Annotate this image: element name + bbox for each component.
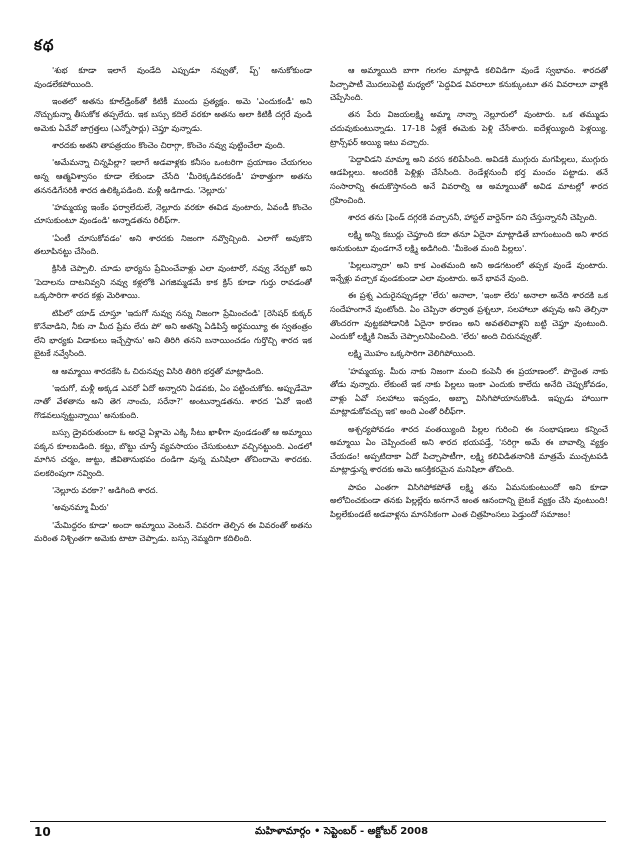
paragraph: 'హమ్మయ్య. మీరు నాకు నిజంగా మంచి కంపెనీ ఈ ప్రయాణంలో. పొద్దెంత నాకు తోడు వున్నారు. లేకుంటే ఇక నాకు పిల్లలు ఇంకా ఎందుకు కాలేదు అనేది చెప్పుకోవడం, వాళ్లు ఏవో సలహాలు ఇవ్వడం, అబ్బా విసిగిపోయానుకొండి. ఇప్పుడు హాయిగా మాట్లాడుకోవచ్చు ఇక' అంది ఎంతో రిలీఫ్‌గా. [330, 365, 608, 417]
footer-divider [30, 821, 606, 822]
paragraph: 'శుభ కూడా ఇలాగే వుండేది ఎప్పుడూ నవ్వుతో, ప్చ్' అనుకోకుండా వుండలేకపోయింది. [34, 65, 312, 89]
paragraph: 'పెద్దావిడని మామ్మా అని వరస కలిపేసింది. అవిడకి ముగ్గురు మగపిల్లలు, ముగ్గురు ఆడపిల్లలు. అందరికీ పెళ్లిళ్లు చేసేసింది. రెండేళ్లనుంచీ భర్త మంచం పట్టాడు. తనే సంసారాన్ని ఈదుకొస్తానంది అనే వివరాల్ని ఆ అమ్మాయితో అవిడ మాటల్లో శారద గ్రహించింది. [330, 153, 608, 205]
paragraph: 'హమ్మయ్య ఇంకేం ఫర్వాలేదులే, నెల్లూరు వరకూ ఈవిడ వుంటారు, ఏవండీ కొంచెం చూసుకుంటూ వుండండి' అన్నాడతను రిలీఫ్‌గా. [34, 201, 312, 226]
paragraph: లక్ష్మి మొహం ఒక్కసారిగా వెలిగిపోయింది. [348, 348, 476, 359]
paragraph: అశ్చర్యపోవడం శారద వంతయ్యింది పిల్లల గురించి ఈ సంభాషణలు కన్నించే అమ్మాయి ఏం చెప్పిందంటే అని శారద భయపడ్తే, 'సరిగ్గా అమే ఈ బావాల్ని వ్యక్తం చేయడం! అప్పటిదాకా ఏదో పిచ్చాపాటీగా, లక్ష్మి కలివిడితనానికి మాత్రమే ముచ్చటపడి మాట్లాడ్తున్న శారదకు అమె ఆసక్తికరమైన మనిషిలా తోచింది. [330, 423, 608, 475]
paragraph: 'పిల్లలున్నారా' అని కాక ఎంతమంది అని అడగటంలో తప్పక వుండే వుంటారు. ఇన్నేళ్లు వచ్చాక వుండకుండా ఎలా వుంటారు. అనే భావనే వుంది. [330, 259, 608, 284]
paragraph: శారదకు అతని తాపత్రయం కొంచెం చిరాగ్గా, కొంచెం నవ్వు పుట్టించేలా వుంది. [52, 140, 286, 151]
paragraph: 'అమేమన్నా చిన్నపిల్లా? ఇలాగే అడవాళ్లకు కనీసం ఒంటరిగా ప్రయాణం చేయగలం అన్న ఆత్మవిశ్వాసం కూడా లేకుండా చేసేది 'మీరెక్కడివరకండీ' హఠాత్తుగా అతను తననడిగేసరికి శారద ఉలిక్కిపడింది. మళ్లీ అడిగాడు. 'నెల్లూరు' [34, 157, 312, 195]
page-number: 10 [34, 825, 51, 839]
right-column [330, 64, 608, 820]
paragraph: 'ఇదుగో, మళ్లీ అక్కడ ఎవరో ఏదో అన్నారని ఏడవకు, ఏం పట్టించుకోకు. అప్పుడేమో నాతో వేళతాను అని తెగ నాంచు, సరేనా?' అంటున్నాడతను. శారద 'ఏవో ఇంటి గొడవలున్నట్టున్నాయి' అనుకుంది. [34, 382, 312, 420]
left-column [34, 64, 312, 820]
paragraph: బస్సు డ్రైవరుతుందా ఓ అరవై ఏళ్లామె ఎక్కి సీటు ఖాళీగా వుండడంతో ఆ అమ్మాయి పక్కన కూలబడింది. కట్టు, బొట్టు చూస్తే వ్యవసాయం చేసుకుంటూ వచ్చినట్టుంది. ఎండలో మాగిన చర్మం, జుట్టు, జీవితానుభవం దండిగా వున్న మనిషిలా తోచిందామె శారదకు. పలకరింపుగా నవ్వింది. [34, 427, 312, 478]
paragraph: క్రిసికి చెప్పాలి. చూడు భార్యను ప్రేమించేవాళ్లు ఎలా వుంటారో, నవ్వు నేర్చుకో అని 'పెదాలను దాటనివ్వని నవ్వు కళ్లలోకి ఎగజిమ్మడమే కాక క్రిస్ కూడా గుర్తు రావడంతో ఒక్కసారిగా శారద కళ్లు మెరిశాయి. [34, 263, 312, 301]
paragraph: 'అవునమ్మా మీరు' [52, 502, 109, 513]
paragraph: పాపం ఎంతగా విసిగిపోకపోతే లక్ష్మి తను ఏమనుకుంటుందో అని కూడా అలోచించకుండా తనకు పిల్లల్లేరు అనగానే అంత ఆనందాన్ని బైటకే వ్యక్తం చేసి వుంటుంది! పిల్లలేకుండటే అడవాళ్లను మానసికంగా ఎంత చిత్రహింసలు పెడ్తుందో సమాజం! [330, 481, 608, 519]
paragraph: 'మేమిద్దరం కూడా' అందా అమ్మాయి వెంటనే. చివరగా తెల్పిన ఈ వివరంతో అతను మరింత నిశ్చింతగా అమెకు టాటా చెప్పాడు. బస్సు నెమ్మదిగా కదిలింది. [34, 519, 312, 544]
section-heading-story: కథ [34, 36, 55, 54]
paragraph: ఆ అమ్మాయిది బాగా గలగల మాట్లాడి కలివిడిగా వుండే స్వభావం. శారదతో పిచ్చాపాటీ మొదలుపెట్టి మధ్యలో 'పెద్దవిడ వివరాలూ కనుక్కుంటూ తన వివరాలూ వాళ్లకి చెప్పేసింది. [330, 65, 608, 103]
paragraph: ఈ ప్రశ్న ఎదురైనప్పుడల్లా 'లేరు' అనాలా, 'ఇంకా లేరు' అనాలా అనేది శారదకి ఒక సందేహంగానే వుంటోంది. ఏం చెప్పినా తర్వాత ప్రశ్నలూ, సలహాలూ తప్పవు అని తెల్సినా తొందరగా వుట్టకపోడానికి ఏదైనా కారణం అని అవతలివాళ్లని బట్టి చెప్తూ వుంటుంది. ఎందుకో లక్ష్మికి నిజమే చెప్పాలనిపించింది. 'లేరు' అంది చిరునవ్వుతో. [330, 290, 608, 342]
paragraph: శారద తను [ఫెండ్ దగ్గరకి వచ్చాననీ, హాస్టల్ వార్డెన్‌గా పని చేస్తున్నాననీ చెప్పింది. [348, 211, 598, 222]
paragraph: 'ఏంటీ చూసుకోవడం' అని శారదకు నిజంగా నవ్వొచ్చింది. ఎలాగో అవుకొని తలూపినట్టు చేసింది. [34, 232, 312, 257]
paragraph: లక్ష్మి అన్ని కబుర్లు చెప్తూంది కదా తనూ ఏదైనా మాట్లాడితే బాగుంటుంది అని శారద అనుకుంటూ వుండగానే లక్ష్మి అడిగింది. 'మీకెంత మంది పిల్లలు'. [330, 228, 608, 253]
paragraph: ఆ అమ్మాయి శారదకేసి ఓ చిరునవ్వు విసిరి తిరిగి భర్తతో మాట్లాడింది. [52, 365, 264, 376]
publication-title: మహిళామార్గం • సెప్టెంబర్ - అక్టోబర్ 2008 [255, 826, 429, 837]
paragraph: టిపిలో యాడ్ చూస్తూ 'ఇదుగో నువ్వు నన్ను నిజంగా ప్రేమించండి' [రెసిషర్ కుక్కర్ కొనేవాడిని, నీకు నా మీద ప్రేమ లేదు పో' అని అతన్ని ఏడిపిస్తే అర్థమయ్యీ ఈ స్వతంత్రం లేని భార్యకు విడాకులు ఇచ్చేస్తాను' అని తిరిగి తనని బనాయించడం గుర్తొచ్చి శారద ఇక బైటకే నవ్వేసింది. [34, 307, 312, 359]
paragraph: 'నెల్లూరు వరకా?' అడిగింది శారద. [52, 485, 159, 496]
paragraph: ఇంతలో అతను కూల్‌డ్రింక్‌తో కిటికీ ముందు ప్రత్యక్షం. అమె 'ఎందుకండీ' అని నొచ్చుకున్నా తీసుకోక తప్పలేదు. ఇక బస్సు కదిలే వరకూ అతను అలా కిటికీ దగ్గరే వుండి అమెకు ఏవేవో జాగ్రత్తలు (ఎన్నోసార్లు) చెప్తూ వున్నాడు. [34, 95, 312, 133]
paragraph: తన పేరు విజయలక్ష్మి అమ్మా నాన్నా నెల్లూరులో వుంటారు. ఒక తమ్ముడు చదువుకుంటున్నాడు. 17-18 ఏళ్లకే ఈమెకు పెళ్లి చేసేశారు. ఐదేళ్లయ్యింది పెళ్లయ్యి. ట్రాన్స్‌ఫర్ అయ్యి ఇటు వచ్చారు. [330, 109, 608, 147]
